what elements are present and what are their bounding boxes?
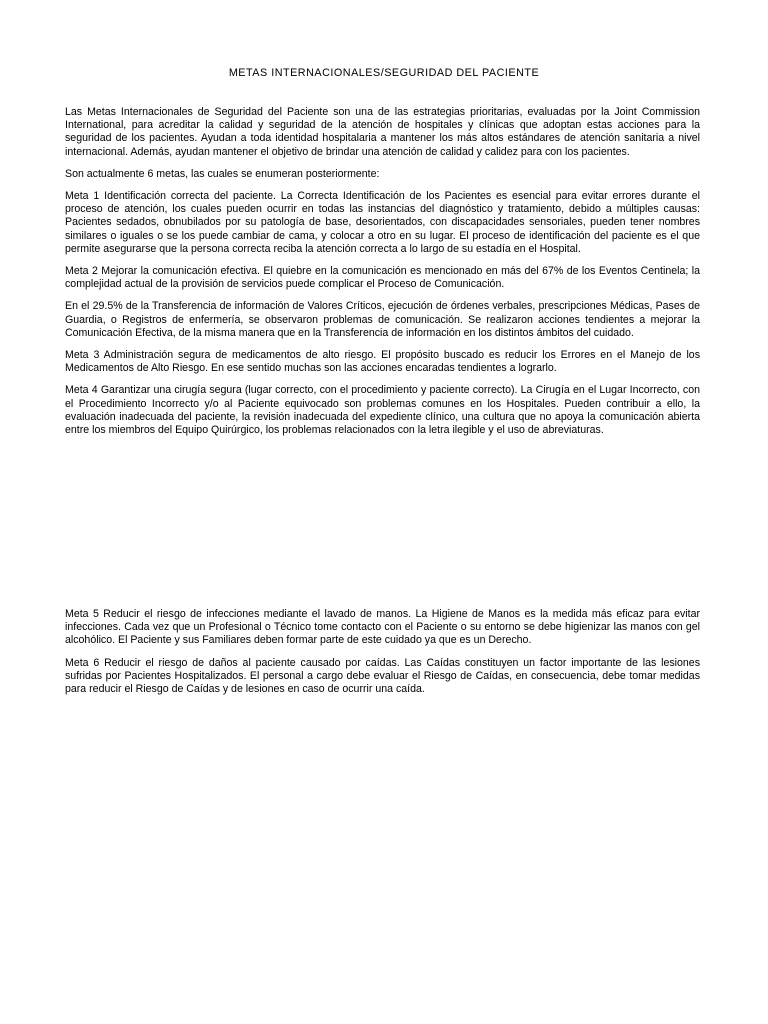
body-text-lower	[65, 608, 700, 696]
document-title: METAS INTERNACIONALES/SEGURIDAD DEL PACIENTE	[228, 67, 540, 79]
body-text-upper	[65, 106, 700, 437]
goal-1-paragraph: Meta 1 Identificación correcta del paciente. La Correcta Identificación de los Pacientes es esencial para evitar errores durante el proceso de atención, los cuales pueden ocurrir en todas las instancias del diagnóstico y tratamiento, debido a múltiples causas: Pacientes sedados, obnubilados por su patología de base, desorientados, con discapacidades sensoriales, pueden tener nombres similares o iguales o se los puede cambiar de cama, y colocar a otro en su lugar. El proceso de identificación del paciente es el que permite asegurarse que la persona correcta reciba la atención correcta a lo largo de su estadía en el Hospital.	[65, 190, 700, 255]
goal-6-paragraph: Meta 6 Reducir el riesgo de daños al paciente causado por caídas. Las Caídas constituyen un factor importante de las lesiones sufridas por Pacientes Hospitalizados. El personal a cargo debe evaluar el Riesgo de Caídas, en consecuencia, debe tomar medidas para reducir el Riesgo de Caídas y de lesiones en caso de ocurrir una caída.	[65, 656, 700, 696]
intro-paragraph: Las Metas Internacionales de Seguridad del Paciente son una de las estrategias prioritarias, evaluadas por la Joint Commission International, para acreditar la calidad y seguridad de la atención de hospitales y clínicas que adoptan estas acciones para la seguridad de los pacientes. Ayudan a toda identidad hospitalaria a mantener los más altos estándares de atención sanitaria a nivel internacional. Además, ayudan mantener el objetivo de brindar una atención de calidad y calidez para con los pacientes.	[65, 106, 700, 158]
goal-2-paragraph: Meta 2 Mejorar la comunicación efectiva. El quiebre en la comunicación es mencionado en más del 67% de los Eventos Centinela; la complejidad actual de la provisión de servicios puede complicar el Proceso de Comunicación.	[65, 265, 700, 291]
goal-2-detail-paragraph: En el 29.5% de la Transferencia de información de Valores Críticos, ejecución de órdenes verbales, prescripciones Médicas, Pases de Guardia, o Registros de enfermería, se observaron problemas de comunicación. Se realizaron acciones tendientes a mejorar la Comunicación Efectiva, de la misma manera que en la Transferencia de información en los distintos ámbitos del cuidado.	[65, 300, 700, 339]
goal-4-paragraph: Meta 4 Garantizar una cirugía segura (lugar correcto, con el procedimiento y paciente correcto). La Cirugía en el Lugar Incorrecto, con el Procedimiento Incorrecto y/o al Paciente equivocado son problemas comunes en los Hospitales. Pueden contribuir a ello, la evaluación inadecuada del paciente, la revisión inadecuada del expediente clínico, una cultura que no apoya la comunicación abierta entre los miembros del Equipo Quirúrgico, los problemas relacionados con la letra ilegible y el uso de abreviaturas.	[65, 384, 700, 437]
goal-5-paragraph: Meta 5 Reducir el riesgo de infecciones mediante el lavado de manos. La Higiene de Manos es la medida más eficaz para evitar infecciones. Cada vez que un Profesional o Técnico tome contacto con el Paciente o su entorno se debe higienizar las manos con gel alcohólico. El Paciente y sus Familiares deben formar parte de este cuidado ya que es un Derecho.	[65, 608, 700, 647]
goal-3-paragraph: Meta 3 Administración segura de medicamentos de alto riesgo. El propósito buscado es reducir los Errores en el Manejo de los Medicamentos de Alto Riesgo. En ese sentido muchas son las acciones encaradas tendientes a lograrlo.	[65, 349, 700, 375]
goals-count-paragraph: Son actualmente 6 metas, las cuales se enumeran posteriormente:	[65, 167, 380, 180]
